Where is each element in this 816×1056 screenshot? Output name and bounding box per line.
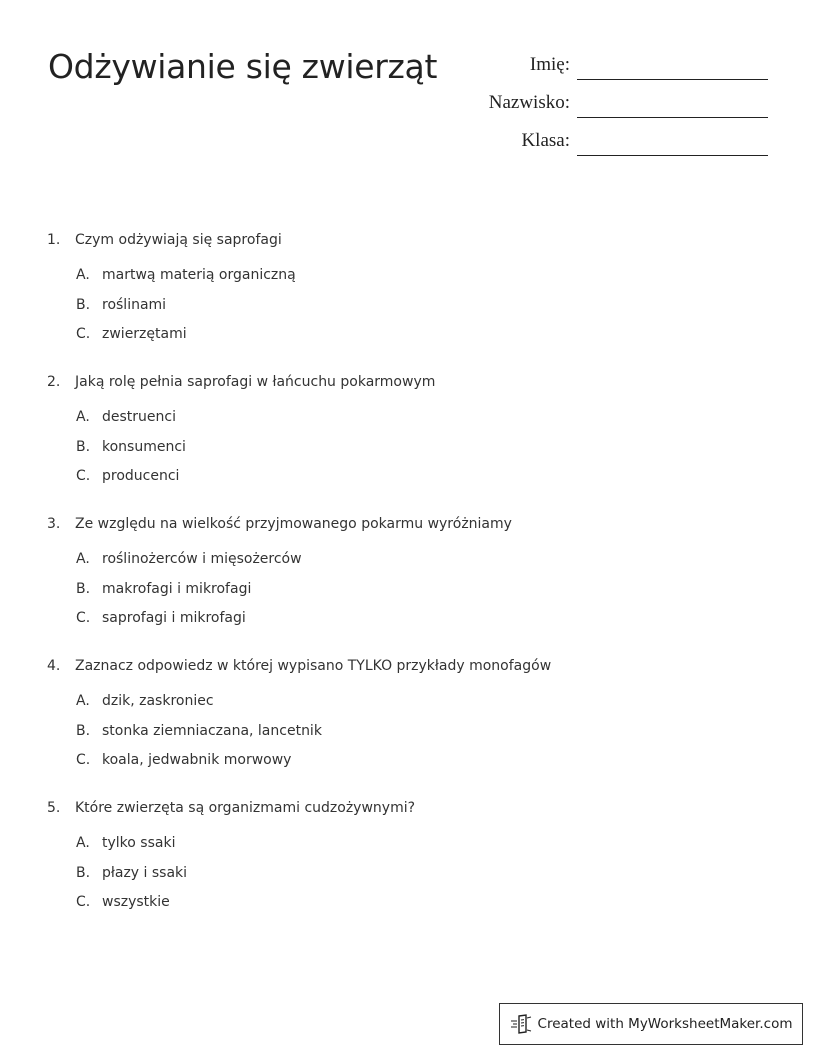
option-letter: A. — [76, 835, 90, 852]
worksheet-logo-icon — [510, 1014, 532, 1034]
option-letter: A. — [76, 408, 90, 425]
option-letter: C. — [76, 752, 91, 769]
option-text: martwą materią organiczną — [102, 266, 296, 283]
first-name-field[interactable] — [470, 50, 770, 80]
answer-option[interactable] — [76, 888, 767, 918]
worksheet-title: Odżywianie się zwierząt — [48, 47, 438, 86]
question-text: Które zwierzęta są organizmami cudzożywnymi? — [75, 800, 416, 817]
answer-option[interactable] — [76, 686, 767, 716]
option-text: stonka ziemniaczana, lancetnik — [102, 722, 322, 739]
option-letter: C. — [76, 326, 91, 343]
question-number: 3. — [47, 516, 61, 533]
question-number: 5. — [47, 800, 61, 817]
last-name-label: Nazwisko: — [488, 92, 570, 113]
question-text: Ze względu na wielkość przyjmowanego pokarmu wyróżniamy — [75, 516, 512, 533]
created-with-badge[interactable] — [499, 1003, 803, 1045]
option-text: tylko ssaki — [102, 835, 176, 852]
option-text: konsumenci — [102, 438, 186, 455]
question-text: Czym odżywiają się saprofagi — [75, 232, 282, 248]
option-text: roślinożerców i mięsożerców — [102, 550, 302, 567]
option-letter: C. — [76, 894, 91, 911]
option-text: dzik, zaskroniec — [102, 693, 214, 710]
class-field[interactable] — [470, 126, 770, 156]
option-text: wszystkie — [102, 894, 170, 911]
option-text: producenci — [102, 468, 180, 485]
question-5 — [47, 797, 767, 917]
option-letter: B. — [76, 296, 91, 313]
option-text: płazy i ssaki — [102, 864, 188, 881]
question-2 — [47, 371, 767, 491]
option-text: destruenci — [102, 408, 176, 425]
option-text: koala, jedwabnik morwowy — [102, 752, 292, 769]
answer-option[interactable] — [76, 574, 767, 604]
question-text: Zaznacz odpowiedz w której wypisano TYLKO przykłady monofagów — [75, 658, 552, 675]
option-letter: C. — [76, 610, 91, 627]
answer-option[interactable] — [76, 461, 767, 491]
option-letter: B. — [76, 580, 91, 597]
answer-option[interactable] — [76, 260, 767, 290]
option-letter: A. — [76, 693, 90, 710]
class-line[interactable] — [577, 155, 768, 156]
answer-option[interactable] — [76, 604, 767, 634]
created-with-text: Created with MyWorksheetMaker.com — [537, 1016, 793, 1032]
first-name-label: Imię: — [529, 54, 570, 75]
class-label: Klasa: — [521, 130, 570, 151]
first-name-line[interactable] — [577, 79, 768, 80]
answer-option[interactable] — [76, 290, 767, 320]
answer-option[interactable] — [76, 828, 767, 858]
last-name-line[interactable] — [577, 117, 768, 118]
question-text: Jaką rolę pełnia saprofagi w łańcuchu pokarmowym — [75, 374, 436, 391]
answer-option[interactable] — [76, 858, 767, 888]
question-3 — [47, 513, 767, 633]
question-number: 2. — [47, 374, 61, 391]
option-letter: A. — [76, 266, 90, 283]
option-text: makrofagi i mikrofagi — [102, 580, 252, 597]
question-number: 4. — [47, 658, 61, 675]
option-letter: B. — [76, 864, 91, 881]
question-1 — [47, 229, 767, 349]
answer-option[interactable] — [76, 432, 767, 462]
answer-option[interactable] — [76, 716, 767, 746]
option-letter: C. — [76, 468, 91, 485]
question-list — [47, 229, 767, 939]
last-name-field[interactable] — [470, 88, 770, 118]
option-text: roślinami — [102, 296, 167, 313]
answer-option[interactable] — [76, 746, 767, 776]
answer-option[interactable] — [76, 402, 767, 432]
option-text: zwierzętami — [102, 326, 187, 343]
option-letter: A. — [76, 550, 90, 567]
option-letter: B. — [76, 722, 91, 739]
question-number: 1. — [47, 232, 61, 248]
answer-option[interactable] — [76, 319, 767, 349]
option-letter: B. — [76, 438, 91, 455]
answer-option[interactable] — [76, 544, 767, 574]
option-text: saprofagi i mikrofagi — [102, 610, 246, 627]
question-4 — [47, 655, 767, 775]
